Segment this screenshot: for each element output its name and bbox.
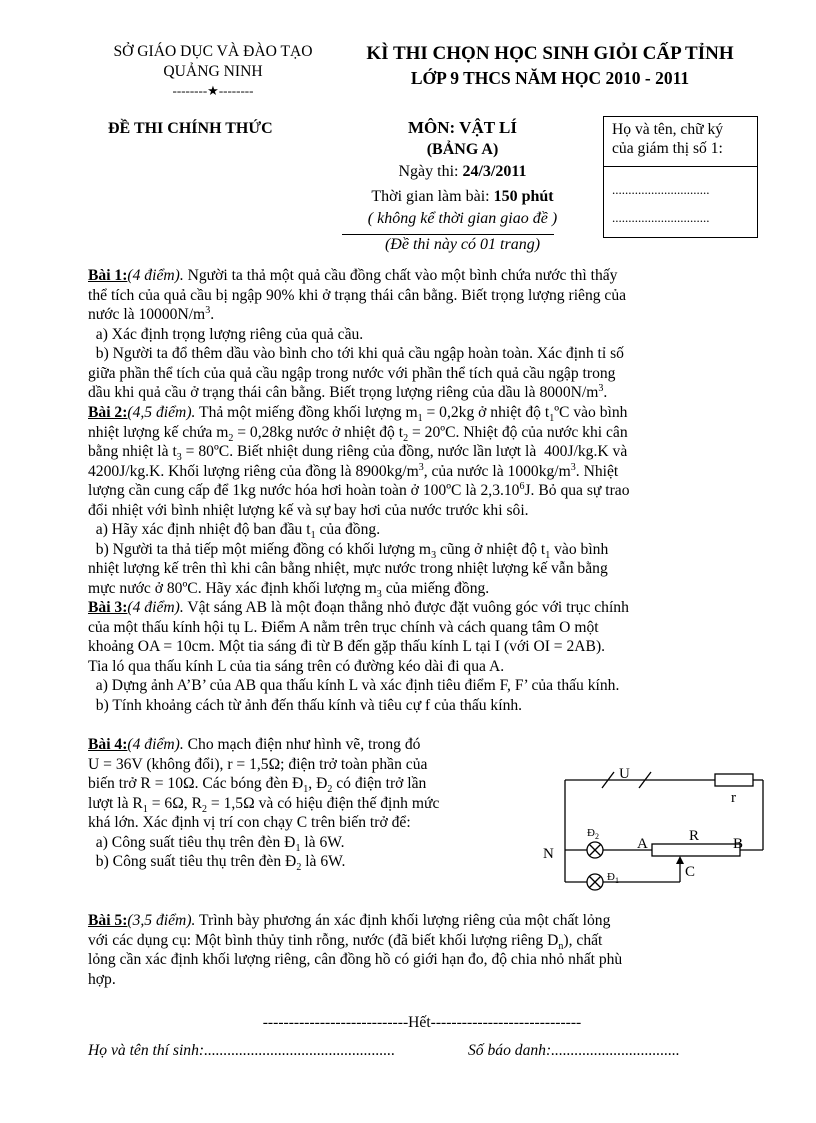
label-C: C: [685, 864, 696, 880]
label-r: r: [731, 790, 736, 806]
problem-5: Bài 5:(3,5 điểm). Trình bày phương án xác định khối lượng riêng của một chất lỏng với các dụng cụ: Một bình thủy tinh rỗng, nước (đã biết khối lượng riêng $D_n$), chất lỏng cần xác định khối lượng riêng, cân đồng hồ có giới hạn đo, độ chia nhỏ nhất phù hợp.: [88, 912, 623, 988]
label-D1: $Đ_1$: [607, 871, 619, 885]
label-R: R: [689, 828, 700, 844]
problem-5-score: (3,5 điểm).: [127, 912, 196, 929]
candidate-number-field: Số báo danh:.................................: [468, 1042, 680, 1059]
exam-info: [330, 117, 595, 230]
problem-3-label: Bài 3:: [88, 599, 128, 616]
problem-2-score: (4,5 điểm).: [127, 404, 196, 421]
end-marker: ----------------------------Hết-----------------------------: [262, 1014, 582, 1031]
circuit-diagram: [535, 760, 765, 900]
label-B: B: [733, 836, 744, 852]
duration-note: ( không kể thời gian giao đề ): [367, 210, 558, 227]
label-N: N: [543, 846, 554, 862]
problem-4-score: (4 điểm).: [127, 736, 184, 753]
department-divider: --------★--------: [172, 83, 254, 98]
info-divider: [342, 234, 554, 235]
proctor-box-title: Họ và tên, chữ ký của giám thị số 1:: [604, 117, 757, 167]
candidate-name-field: Họ và tên thí sinh:.................................................: [88, 1042, 396, 1059]
problem-3: Bài 3:(4 điểm). Vật sáng AB là một đoạn thẳng nhỏ được đặt vuông góc với trục chính của một thấu kính hội tụ L. Điểm A nằm trên trục chính và cách quang tâm O một khoảng OA = 10cm. Một tia sáng đi từ B đến gặp thấu kính L tại I (với OI = 2AB). Tia ló qua thấu kính L của tia sáng trên có đường kéo dài đi qua A. a) Dựng ảnh A’B’ của AB qua thấu kính L và xác định tiêu điểm F, F’ của thấu kính. b) Tính khoảng cách từ ảnh đến thấu kính và tiêu cự f của thấu kính.: [88, 599, 629, 714]
label-U: U: [619, 766, 630, 782]
label-D2: $Đ_2$: [587, 827, 599, 841]
problem-1: Bài 1:(4 điểm). Người ta thả một quả cầu đồng chất vào một bình chứa nước thì thấy thể tích của quả cầu bị ngập 90% khi ở trạng thái cân bằng. Biết trọng lượng riêng của nước là $10000N/m^3$. a) Xác định trọng lượng riêng của quả cầu. b) Người ta đổ thêm dầu vào bình cho tới khi quả cầu ngập hoàn toàn. Xác định tỉ số giữa phần thể tích của quả cầu ngập trong nước với phần thể tích quả cầu ngập trong dầu khi quả cầu ở trạng thái cân bằng. Biết trọng lượng riêng của dầu là $8000N/m^3$.: [88, 267, 627, 401]
problem-4: Bài 4:(4 điểm). Cho mạch điện như hình vẽ, trong đó U = 36V (không đổi), r = 1,5Ω; điện trở toàn phần của biến trở R = 10Ω. Các bóng đèn $Đ_1$, $Đ_2$ có điện trở lần lượt là $R_1 = 6\Omega$, $R_2 = 1,5\Omega$ và có hiệu điện thế định mức khá lớn. Xác định vị trí con chạy C trên biến trở để: a) Công suất tiêu thụ trên đèn $Đ_1$ là 6W. b) Công suất tiêu thụ trên đèn $Đ_2$ là 6W.: [88, 736, 440, 874]
department-name: SỞ GIÁO DỤC VÀ ĐÀO TẠO: [113, 43, 313, 60]
pages-note: (Đề thi này có 01 trang): [384, 236, 541, 253]
problem-5-label: Bài 5:: [88, 912, 128, 929]
problem-3-score: (4 điểm).: [127, 599, 184, 616]
official-label: ĐỀ THI CHÍNH THỨC: [108, 120, 273, 137]
exam-title-line1: KÌ THI CHỌN HỌC SINH GIỎI CẤP TỈNH: [366, 43, 734, 64]
province-name: QUẢNG NINH: [163, 63, 263, 80]
label-A: A: [637, 836, 648, 852]
problem-2: Bài 2:(4,5 điểm). Thả một miếng đồng khối lượng $m_1 = 0,2kg$ ở nhiệt độ $t_1ºC$ vào bình nhiệt lượng kế chứa $m_2 = 0,28kg$ nước ở nhiệt độ $t_2$ = 20ºC. Nhiệt độ của nước khi cân bằng nhiệt là $t_3$ = 80ºC. Biết nhiệt dung riêng của đồng, nước lần lượt là 400J/kg.K và 4200J/kg.K. Khối lượng riêng của đồng là $8900kg/m^3$, của nước là $1000kg/m^3$. Nhiệt lượng cần cung cấp để 1kg nước hóa hơi hoàn toàn ở 100ºC là 2,3.10$^6$J. Bỏ qua sự trao đổi nhiệt với bình nhiệt lượng kế và sự bay hơi của nước trước khi sôi. a) Hãy xác định nhiệt độ ban đầu $t_1$ của đồng. b) Người ta thả tiếp một miếng đồng có khối lượng $m_3$ cũng ở nhiệt độ $t_1$ vào bình nhiệt lượng kế trên thì khi cân bằng nhiệt, mực nước trong nhiệt lượng kế vẫn bằng mực nước ở 80ºC. Hãy xác định khối lượng $m_3$ của miếng đồng.: [88, 404, 630, 600]
exam-title: [340, 42, 760, 90]
problem-2-label: Bài 2:: [88, 404, 128, 421]
board-label: (BẢNG A): [426, 141, 499, 158]
problem-1-label: Bài 1:: [88, 267, 128, 284]
exam-title-line2: LỚP 9 THCS NĂM HỌC 2010 - 2011: [410, 68, 690, 88]
problem-1-score: (4 điểm).: [127, 267, 184, 284]
proctor-signature-dots: .............................. ..............................: [612, 182, 710, 225]
proctor-signature-box: [603, 116, 758, 238]
problem-4-label: Bài 4:: [88, 736, 128, 753]
exam-duration: Thời gian làm bài: 150 phút: [371, 188, 554, 205]
subject-title: MÔN: VẬT LÍ: [408, 118, 517, 137]
department-block: [88, 42, 338, 100]
exam-date: Ngày thi: 24/3/2011: [398, 163, 527, 180]
